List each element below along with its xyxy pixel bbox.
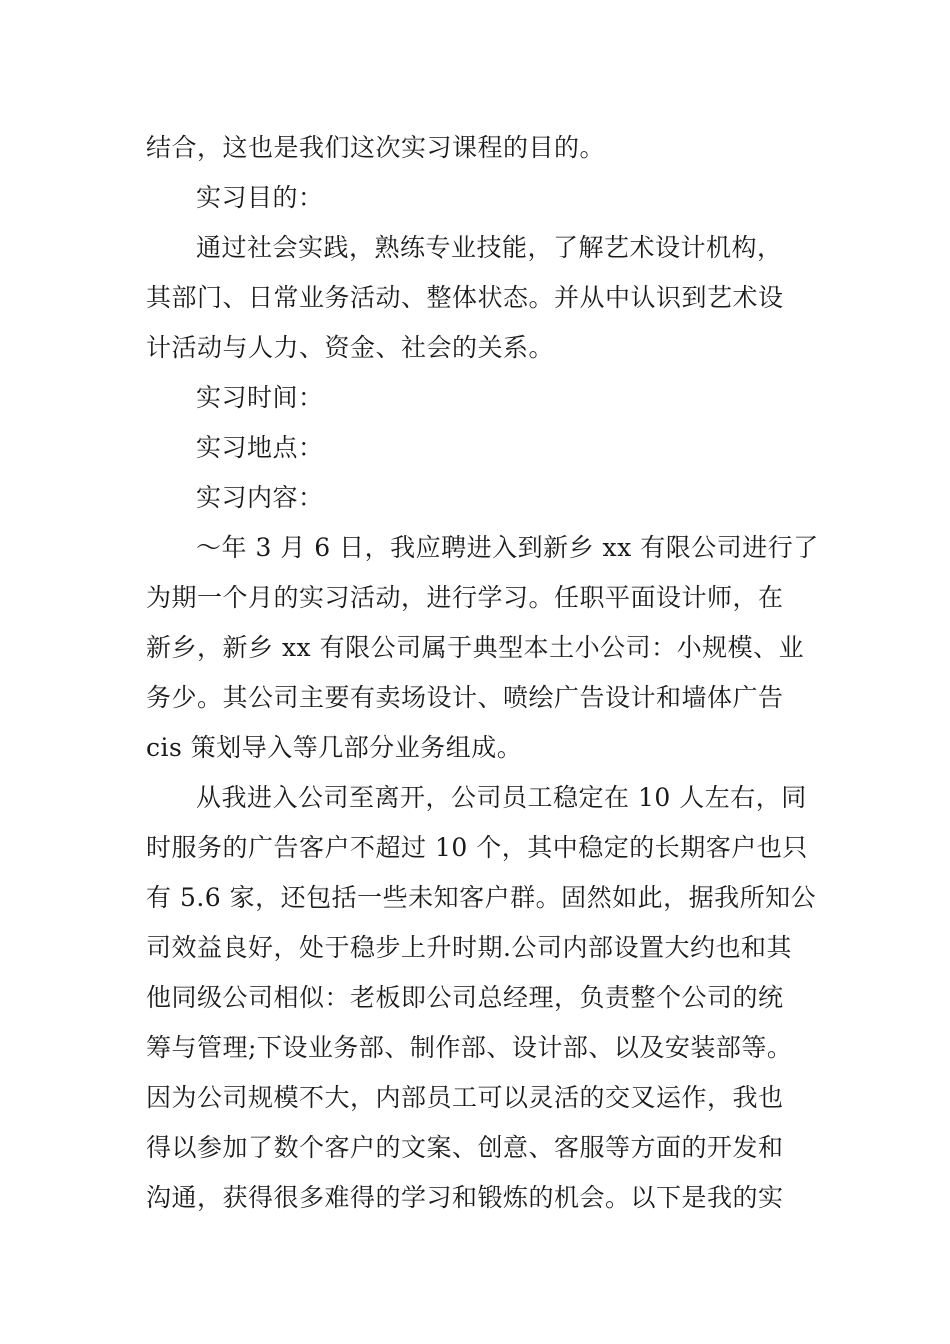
paragraph-line: 沟通，获得很多难得的学习和锻炼的机会。以下是我的实 (146, 1183, 784, 1212)
section-heading-location: 实习地点： (196, 433, 324, 462)
paragraph-line: 有 5.6 家，还包括一些未知客户群。固然如此，据我所知公 (146, 883, 817, 912)
paragraph-line: 其部门、日常业务活动、整体状态。并从中认识到艺术设 (146, 283, 784, 312)
paragraph-line: 司效益良好，处于稳步上升时期.公司内部设置大约也和其 (146, 933, 792, 962)
paragraph-line: cis 策划导入等几部分业务组成。 (146, 733, 523, 762)
section-heading-content: 实习内容： (196, 483, 324, 512)
paragraph-line: 为期一个月的实习活动，进行学习。任职平面设计师，在 (146, 583, 784, 612)
paragraph-line: 时服务的广告客户不超过 10 个，其中稳定的长期客户也只 (146, 833, 808, 862)
paragraph-line: 因为公司规模不大，内部员工可以灵活的交叉运作，我也 (146, 1083, 784, 1112)
paragraph-line: 新乡，新乡 xx 有限公司属于典型本土小公司：小规模、业 (146, 633, 805, 662)
paragraph-line: 从我进入公司至离开，公司员工稳定在 10 人左右，同 (196, 783, 807, 812)
section-heading-time: 实习时间： (196, 383, 324, 412)
paragraph-line: 结合，这也是我们这次实习课程的目的。 (146, 133, 606, 162)
paragraph-line: 筹与管理;下设业务部、制作部、设计部、以及安装部等。 (146, 1033, 793, 1062)
paragraph-line: 通过社会实践，熟练专业技能，了解艺术设计机构， (196, 233, 783, 262)
paragraph-line: 他同级公司相似：老板即公司总经理，负责整个公司的统 (146, 983, 784, 1012)
section-heading-purpose: 实习目的： (196, 183, 324, 212)
paragraph-line: 得以参加了数个客户的文案、创意、客服等方面的开发和 (146, 1133, 784, 1162)
paragraph-line: 计活动与人力、资金、社会的关系。 (146, 333, 555, 362)
paragraph-line: ～年 3 月 6 日，我应聘进入到新乡 xx 有限公司进行了 (196, 533, 819, 562)
paragraph-line: 务少。其公司主要有卖场设计、喷绘广告设计和墙体广告 (146, 683, 784, 712)
